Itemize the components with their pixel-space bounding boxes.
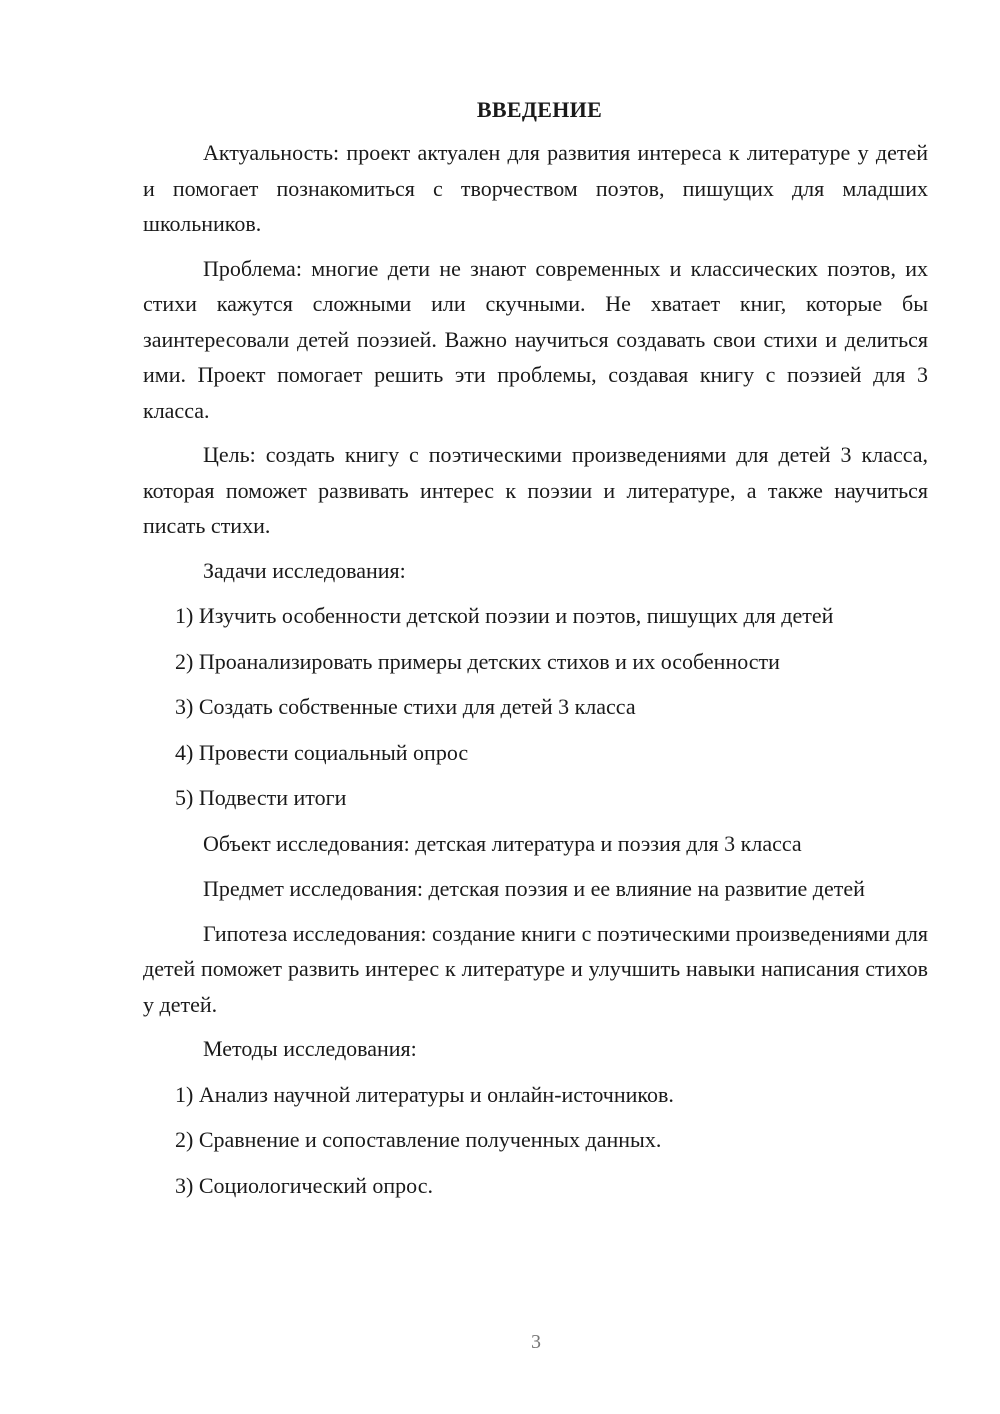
subject-paragraph: Предмет исследования: детская поэзия и ее влияние на развитие детей [203, 876, 865, 901]
task-item: 2) Проанализировать примеры детских стихов и их особенности [175, 648, 780, 674]
task-item: 3) Создать собственные стихи для детей 3 класса [175, 694, 636, 719]
task-item: 5) Подвести итоги [175, 785, 347, 810]
problem-paragraph: Проблема: многие дети не знают современных и классических поэтов, их стихи кажутся сложными или скучными. Не хватает книг, которые бы заинтересовали детей поэзией. Важно научиться создавать свои стихи и делиться ими. Проект помогает решить эти проблемы, создавая книгу с поэзией для 3 класса. [143, 255, 928, 423]
method-item: 1) Анализ научной литературы и онлайн-источников. [175, 1081, 674, 1107]
relevance-paragraph: Актуальность: проект актуален для развития интереса к литературе у детей и помогает познакомиться с творчеством поэтов, пишущих для младших школьников. [143, 140, 928, 236]
tasks-heading: Задачи исследования: [203, 557, 406, 583]
page-number: 3 [531, 1331, 541, 1353]
method-item: 2) Сравнение и сопоставление полученных данных. [175, 1127, 662, 1152]
goal-paragraph: Цель: создать книгу с поэтическими произведениями для детей 3 класса, которая поможет развивать интерес к поэзии и литературе, а также научиться писать стихи. [143, 442, 928, 538]
method-item: 3) Социологический опрос. [175, 1172, 433, 1198]
task-item: 4) Провести социальный опрос [175, 739, 469, 765]
object-line: Объект исследования: детская литература и поэзия для 3 класса [203, 830, 802, 856]
section-title: ВВЕДЕНИЕ [476, 97, 603, 122]
hypothesis-paragraph: Гипотеза исследования: создание книги с поэтическими произведениями для детей поможет развить интерес к литературе и улучшить навыки написания стихов у детей. [143, 920, 928, 1017]
methods-heading: Методы исследования: [203, 1036, 417, 1061]
task-item: 1) Изучить особенности детской поэзии и поэтов, пишущих для детей [175, 603, 834, 628]
